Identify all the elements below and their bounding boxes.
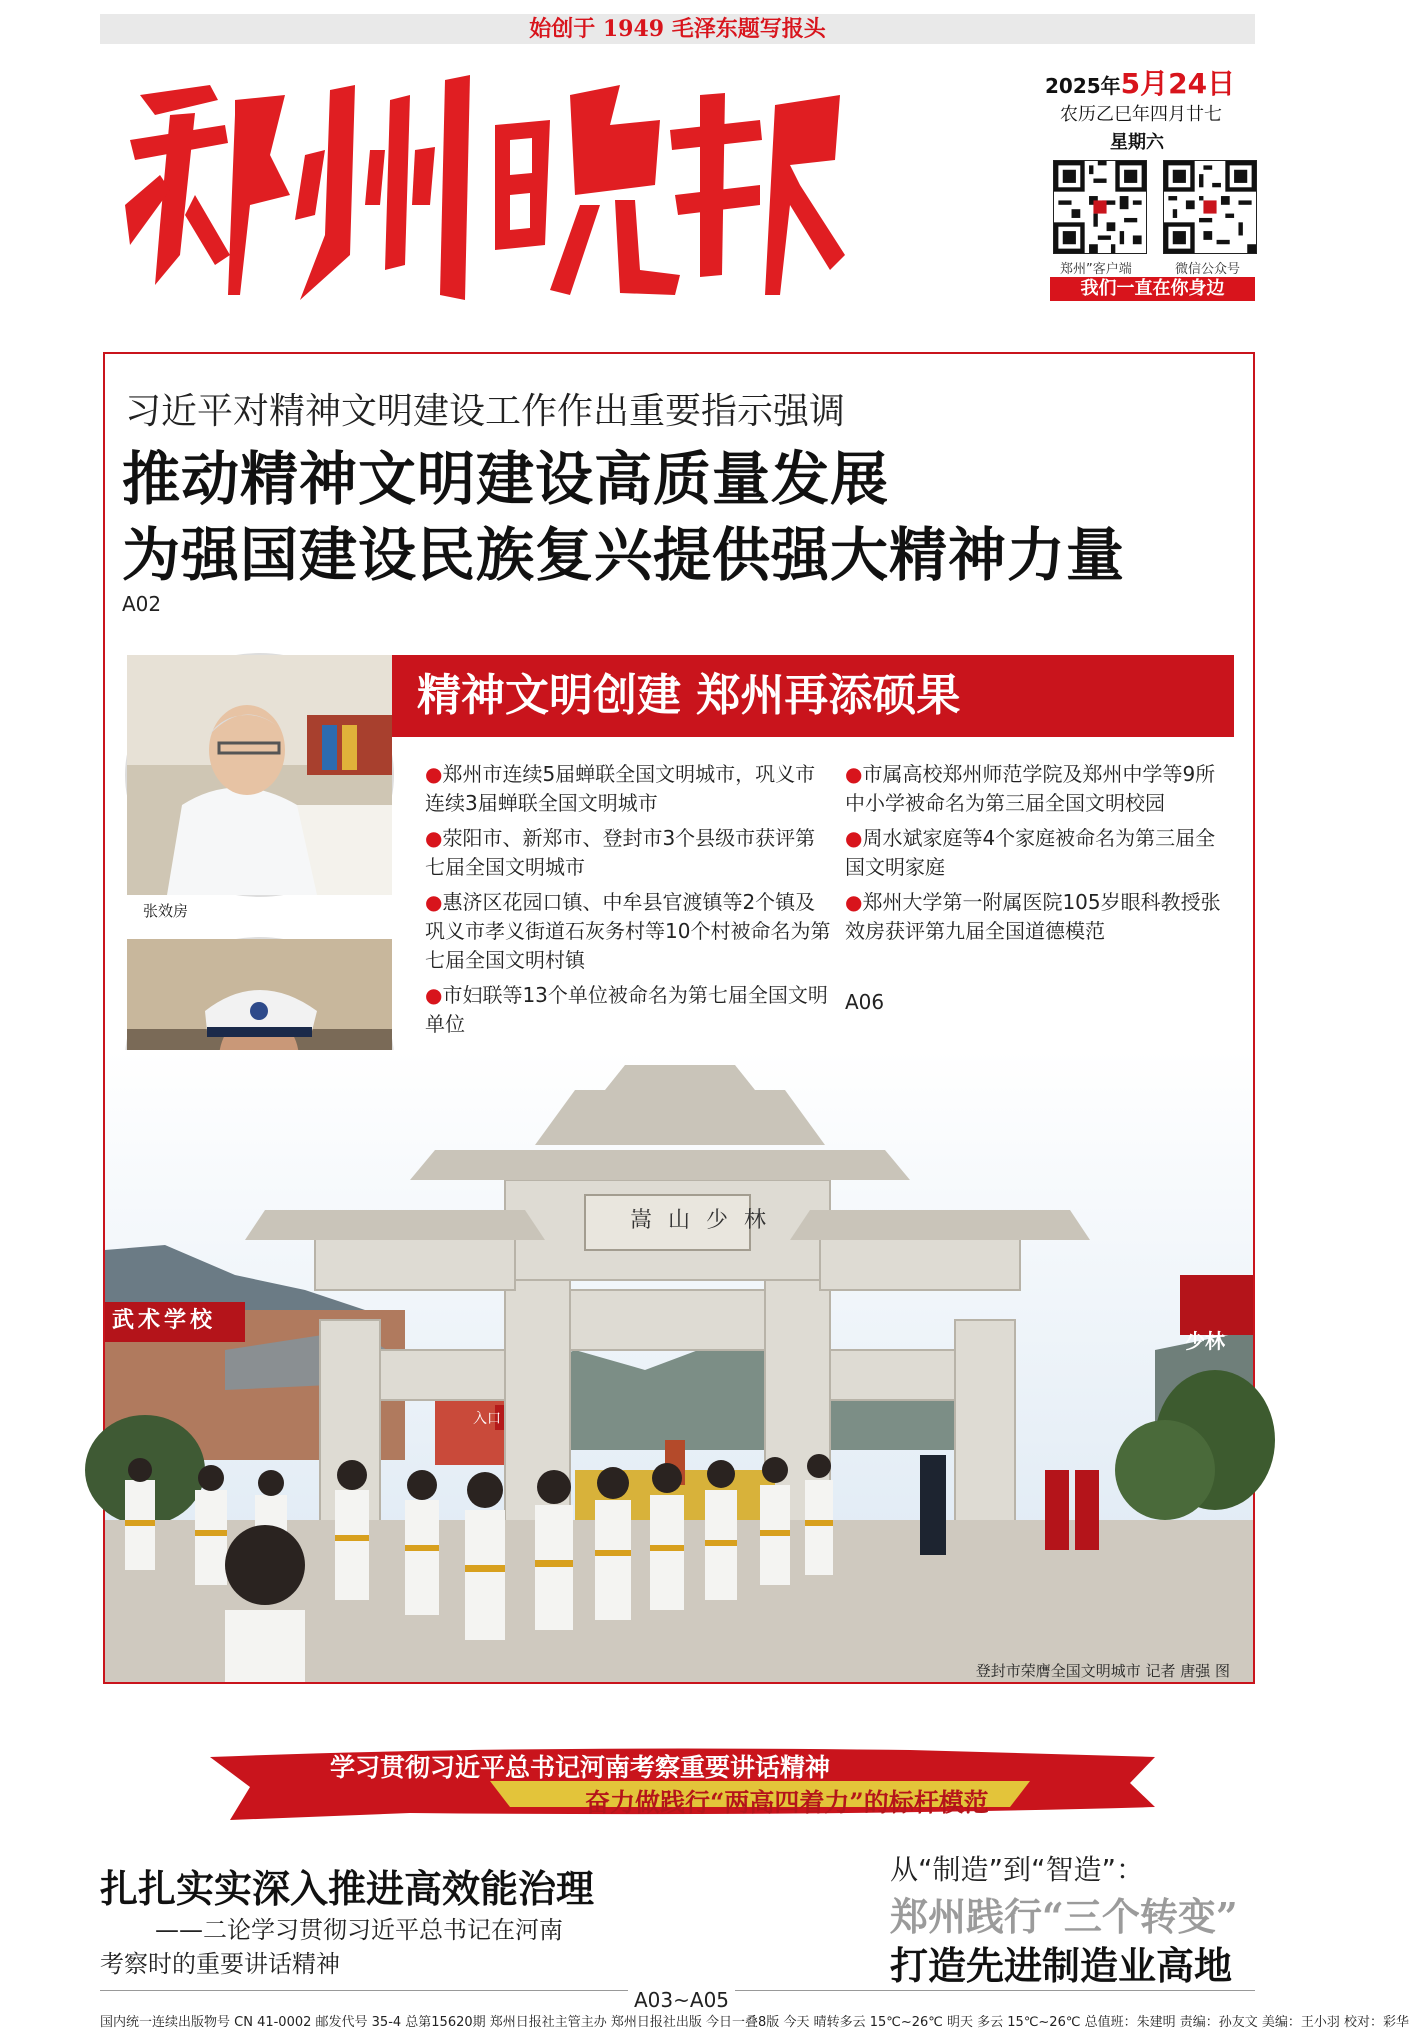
- slogan-banner: 我们一直在你身边: [1050, 277, 1255, 301]
- photo-caption: 登封市荣膺全国文明城市 记者 唐强 图: [975, 1662, 1230, 1680]
- gate-plaque: 嵩山少林: [630, 1208, 783, 1233]
- portrait-zhang-xiaofang: [125, 653, 394, 897]
- list-item: ●周水斌家庭等4个家庭被命名为第三届全国文明家庭: [845, 826, 1216, 879]
- bullet-list-right: [845, 760, 1235, 952]
- school-sign: 武术学校: [112, 1307, 217, 1333]
- lead-page-ref[interactable]: A02: [122, 592, 162, 616]
- entry-sign: 入口: [473, 1411, 501, 1427]
- ribbon-line-2: 奋力做践行“两高四着力”的标杆模范: [585, 1788, 989, 1817]
- founding-note: 始创于 1949 毛泽东题写报头: [100, 14, 1255, 44]
- newspaper-logo: [100, 55, 860, 320]
- lead-headline-line-1[interactable]: 推动精神文明建设高质量发展: [122, 445, 890, 513]
- shaolin-sign: 少林: [1185, 1329, 1225, 1353]
- bullet-list-left: [425, 760, 835, 1045]
- portrait-1-caption: 张效房: [143, 902, 189, 920]
- issue-year: 2025年: [1045, 74, 1121, 98]
- feature-banner: 精神文明创建 郑州再添硕果: [362, 655, 1234, 737]
- manufacturing-kicker: 从“制造”到“智造”：: [890, 1853, 1145, 1886]
- issue-date: [1045, 62, 1235, 102]
- list-item: ●惠济区花园口镇、中牟县官渡镇等2个镇及巩义市孝义街道石灰务村等10个村被命名为第七届全国文明村镇: [425, 890, 831, 972]
- list-item: ●市妇联等13个单位被命名为第七届全国文明单位: [425, 983, 828, 1036]
- qr-right-label: 微信公众号: [1175, 262, 1241, 277]
- ribbon-line-1: 学习贯彻习近平总书记河南考察重要讲话精神: [330, 1753, 831, 1782]
- list-item: ●荥阳市、新郑市、登封市3个县级市获评第七届全国文明城市: [425, 826, 816, 879]
- commentary-headline[interactable]: 扎扎实实深入推进高效能治理: [100, 1866, 595, 1911]
- commentary-subtitle-1: ——二论学习贯彻习近平总书记在河南: [155, 1916, 563, 1944]
- qr-code-wechat[interactable]: [1163, 160, 1257, 254]
- list-item: ●市属高校郑州师范学院及郑州中学等9所中小学被命名为第三届全国文明校园: [845, 762, 1216, 815]
- commentary-subtitle-2: 考察时的重要讲话精神: [100, 1950, 340, 1978]
- lead-headline-line-2[interactable]: 为强国建设民族复兴提供强大精神力量: [122, 521, 1126, 589]
- manufacturing-headline-2[interactable]: 打造先进制造业高地: [890, 1943, 1233, 1988]
- manufacturing-headline-1[interactable]: 郑州践行“三个转变”: [890, 1894, 1238, 1939]
- qr-left-label: 郑州”客户端: [1060, 262, 1132, 277]
- qr-code-app[interactable]: [1053, 160, 1147, 254]
- imprint-footer: 国内统一连续出版物号 CN 41-0002 邮发代号 35-4 总第15620期 郑州日报社主管主办 郑州日报社出版 今日一叠8版 今天 晴转多云 15℃~26℃ 明天 多云 15℃~26℃ 总值班：朱建明 责编：孙友文 美编：王小羽 校对：彩华: [100, 2015, 1409, 2030]
- issue-day: 5月24日: [1120, 67, 1236, 100]
- lead-subhead[interactable]: 习近平对精神文明建设工作作出重要指示强调: [125, 391, 846, 432]
- weekday: 星期六: [1110, 132, 1164, 153]
- bottom-page-ref[interactable]: A03~A05: [628, 1988, 735, 2012]
- list-item: ●郑州市连续5届蝉联全国文明城市，巩义市连续3届蝉联全国文明城市: [425, 762, 816, 815]
- feature-page-ref[interactable]: A06: [845, 990, 885, 1014]
- list-item: ●郑州大学第一附属医院105岁眼科教授张效房获评第九届全国道德模范: [845, 890, 1221, 943]
- shaolin-gate-photo: [105, 1050, 1253, 1682]
- lunar-date: 农历乙巳年四月廿七: [1060, 104, 1222, 125]
